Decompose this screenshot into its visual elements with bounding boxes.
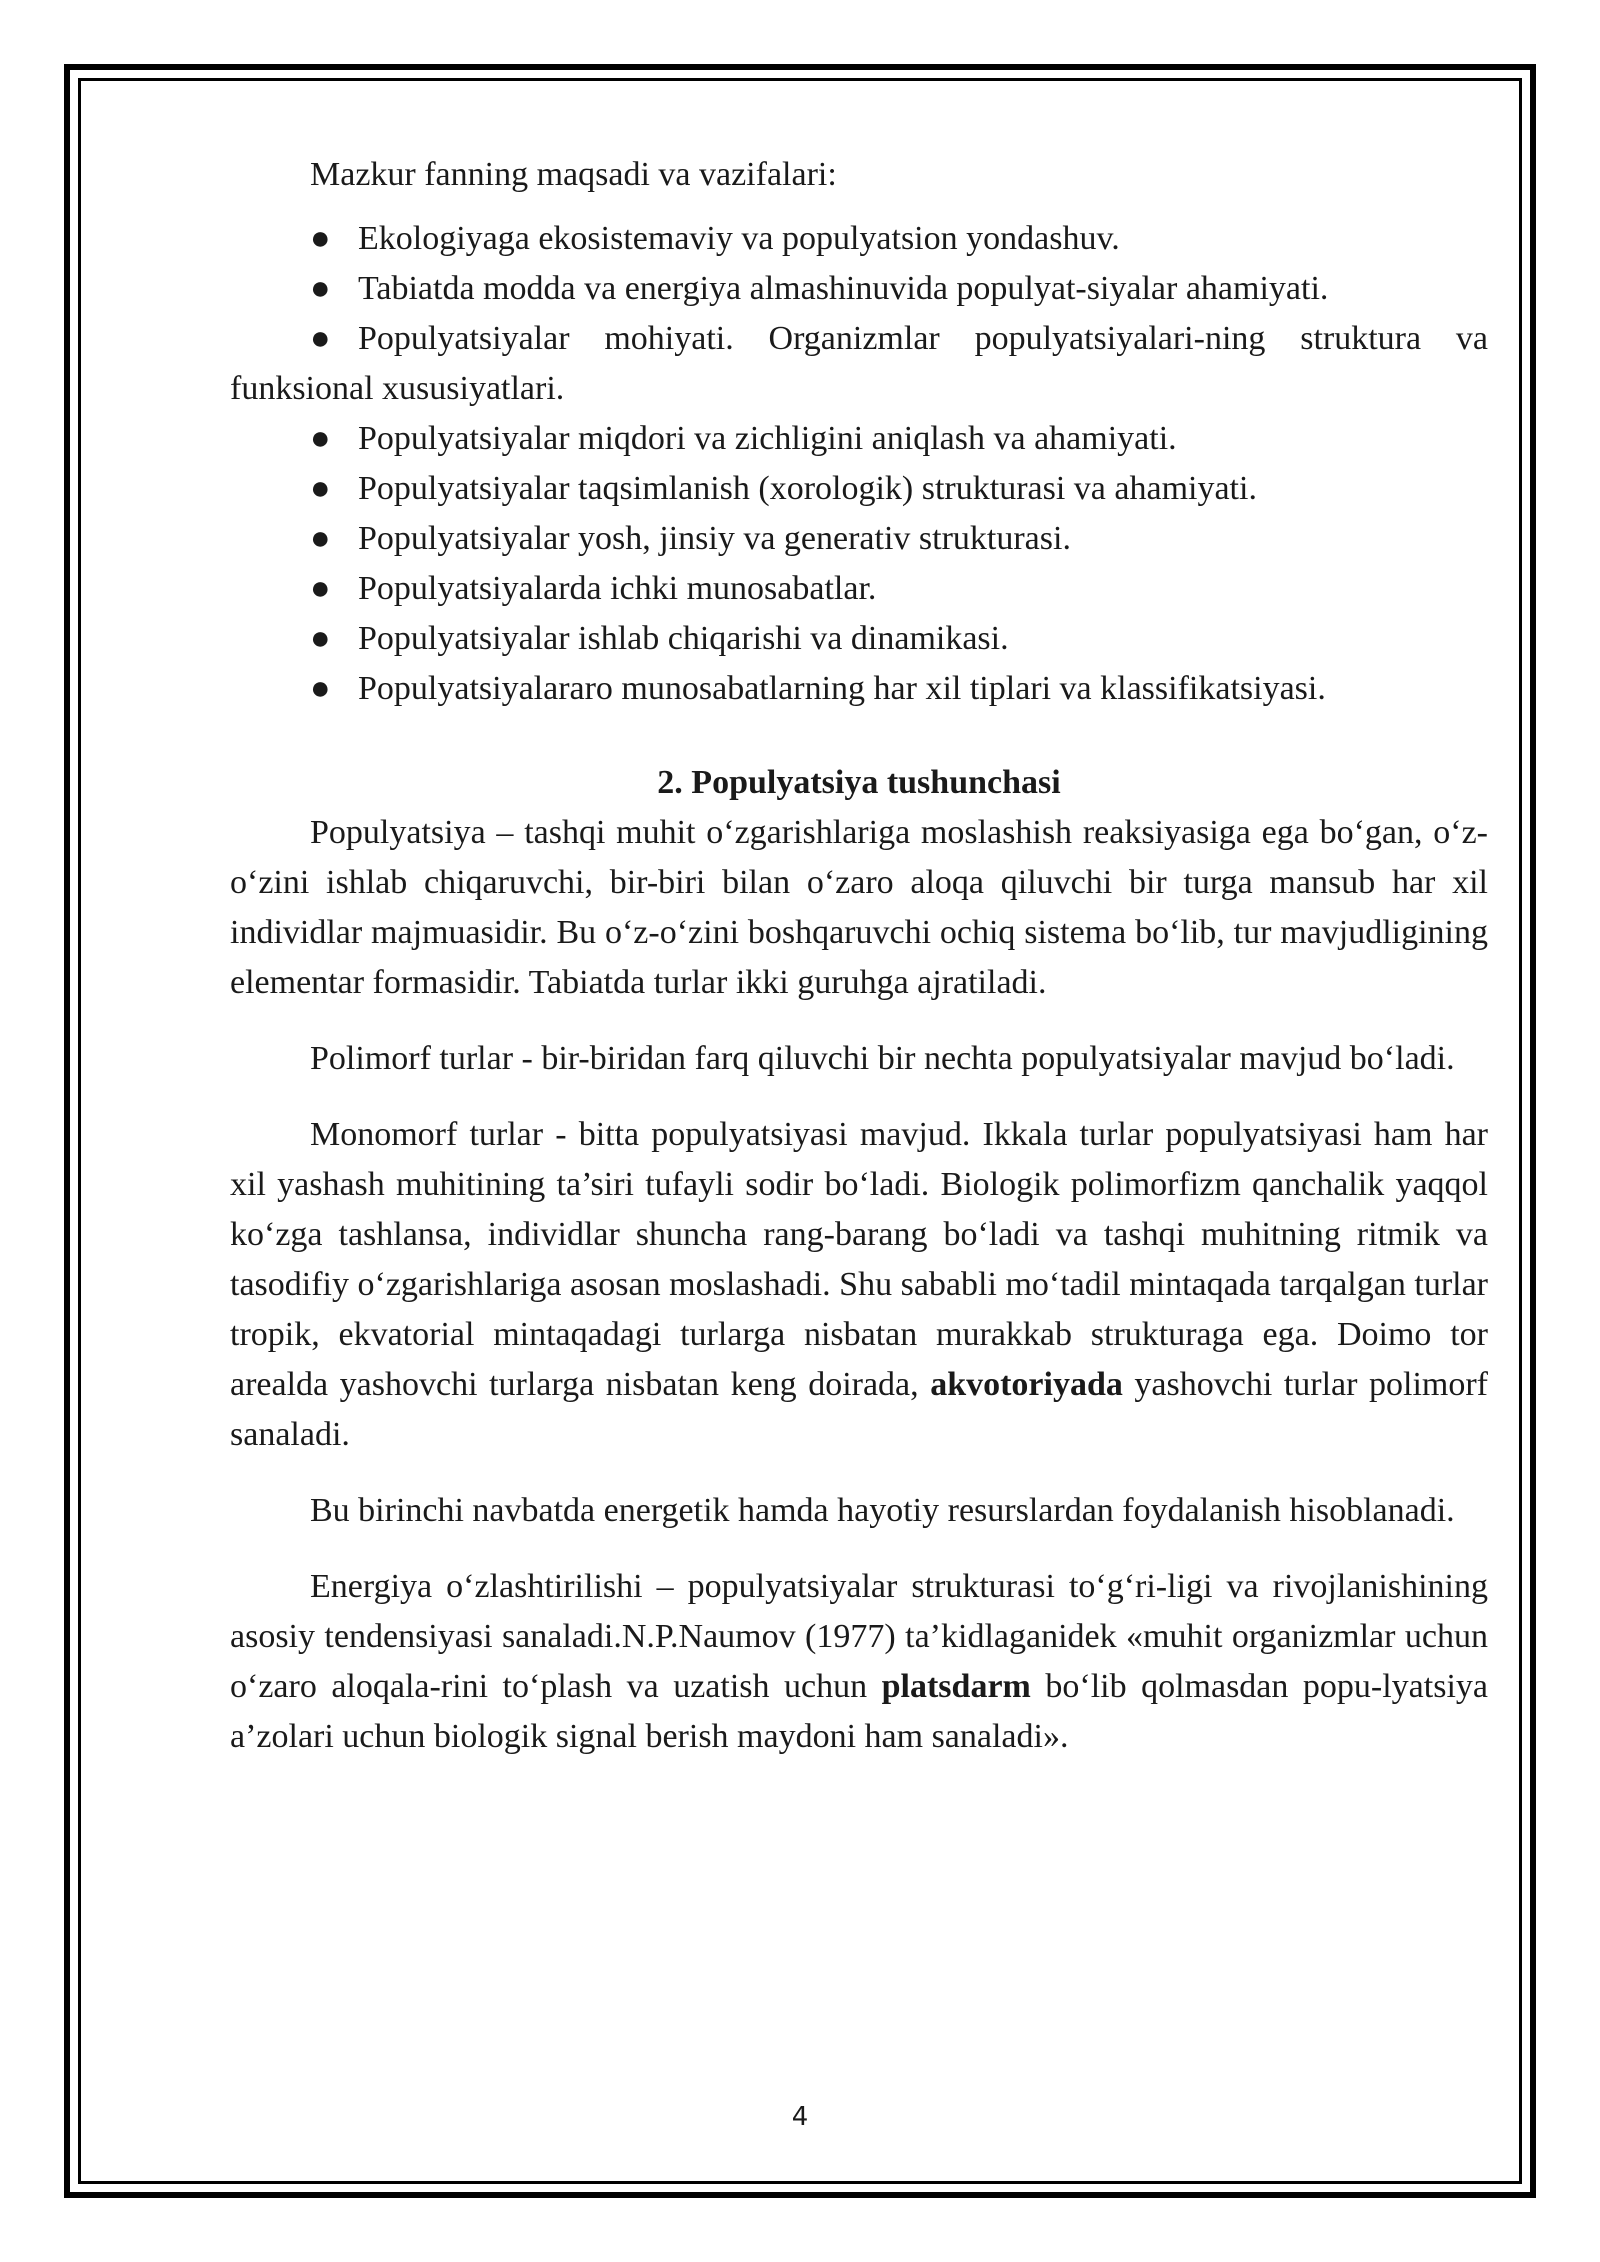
bullet-icon: ● [310, 320, 331, 357]
bullet-icon: ● [310, 570, 331, 607]
list-item: ● Populyatsiyalarda ichki munosabatlar. [230, 564, 1488, 614]
paragraph-resources: Bu birinchi navbatda energetik hamda hayotiy resurslardan foydalanish hisoblanadi. [310, 1492, 1455, 1529]
bullet-icon: ● [310, 470, 331, 507]
bullet-icon: ● [310, 220, 331, 257]
paragraph-energy: Energiya o‘zlashtirilishi – populyatsiyalar strukturasi to‘g‘ri-ligi va rivojlanishining asosiy tendensiyasi sanaladi.N.P.Naumov (1977) ta’kidlaganidek «muhit organizmlar uchun o‘zaro aloqala-rini to‘plash va uzatish uchun platsdarm bo‘lib qolmasdan popu-lyatsiya a’zolari uchun biologik signal berish maydoni ham sanaladi». [230, 1568, 1488, 1755]
bullet-icon: ● [310, 270, 331, 307]
list-item: ● Populyatsiyalararo munosabatlarning har xil tiplari va klassifikatsiyasi. [230, 664, 1488, 714]
bold-term-platsdarm: platsdarm [881, 1668, 1031, 1705]
bullet-icon: ● [310, 420, 331, 457]
bullet-icon: ● [310, 670, 331, 707]
bold-term-akvotoriyada: akvotoriyada [930, 1366, 1123, 1403]
paragraph-monomorph: Monomorf turlar - bitta populyatsiyasi mavjud. Ikkala turlar populyatsiyasi ham har xil yashash muhitining ta’siri tufayli sodir bo‘ladi. Biologik polimorfizm qanchalik yaqqol ko‘zga tashlansa, individlar shuncha rang-barang bo‘ladi va tashqi muhitning ritmik va tasodifiy o‘zgarishlariga asosan moslashadi. Shu sababli mo‘tadil mintaqada tarqalgan turlar tropik, ekvatorial mintaqadagi turlarga nisbatan murakkab strukturaga ega. Doimo tor arealda yashovchi turlarga nisbatan keng doirada, akvotoriyada yashovchi turlar polimorf sanaladi. [230, 1116, 1488, 1453]
page-number: 4 [791, 2102, 809, 2132]
list-item: ● Populyatsiyalar ishlab chiqarishi va dinamikasi. [230, 614, 1488, 664]
list-item: ● Populyatsiyalar miqdori va zichligini aniqlash va ahamiyati. [230, 414, 1488, 464]
list-item: ● Tabiatda modda va energiya almashinuvida populyat-siyalar ahamiyati. [230, 264, 1488, 314]
bullet-icon: ● [310, 620, 331, 657]
paragraph-polymorph: Polimorf turlar - bir-biridan farq qiluvchi bir nechta populyatsiyalar mavjud bo‘ladi. [310, 1040, 1455, 1077]
paragraph-population-definition: Populyatsiya – tashqi muhit o‘zgarishlariga moslashish reaksiyasiga ega bo‘gan, o‘z-o‘zini ishlab chiqaruvchi, bir-biri bilan o‘zaro aloqa qiluvchi bir turga mansub har xil individlar majmuasidir. Bu o‘z-o‘zini boshqaruvchi ochiq sistema bo‘lib, tur mavjudligining elementar formasidir. Tabiatda turlar ikki guruhga ajratiladi. [230, 814, 1488, 1001]
section-title: 2. Populyatsiya tushunchasi [657, 764, 1061, 801]
list-item: ● Ekologiyaga ekosistemaviy va populyatsion yondashuv. [230, 214, 1488, 264]
list-item: ● Populyatsiyalar taqsimlanish (xorologik) strukturasi va ahamiyati. [230, 464, 1488, 514]
list-item: ● Populyatsiyalar yosh, jinsiy va generativ strukturasi. [230, 514, 1488, 564]
intro-line: Mazkur fanning maqsadi va vazifalari: [310, 156, 837, 193]
bullet-icon: ● [310, 520, 331, 557]
list-item: ● Populyatsiyalar mohiyati. Organizmlar populyatsiyalari-ning struktura va funksional xususiyatlari. [230, 314, 1488, 414]
goals-list [230, 214, 1488, 714]
page-content [230, 150, 1488, 1788]
